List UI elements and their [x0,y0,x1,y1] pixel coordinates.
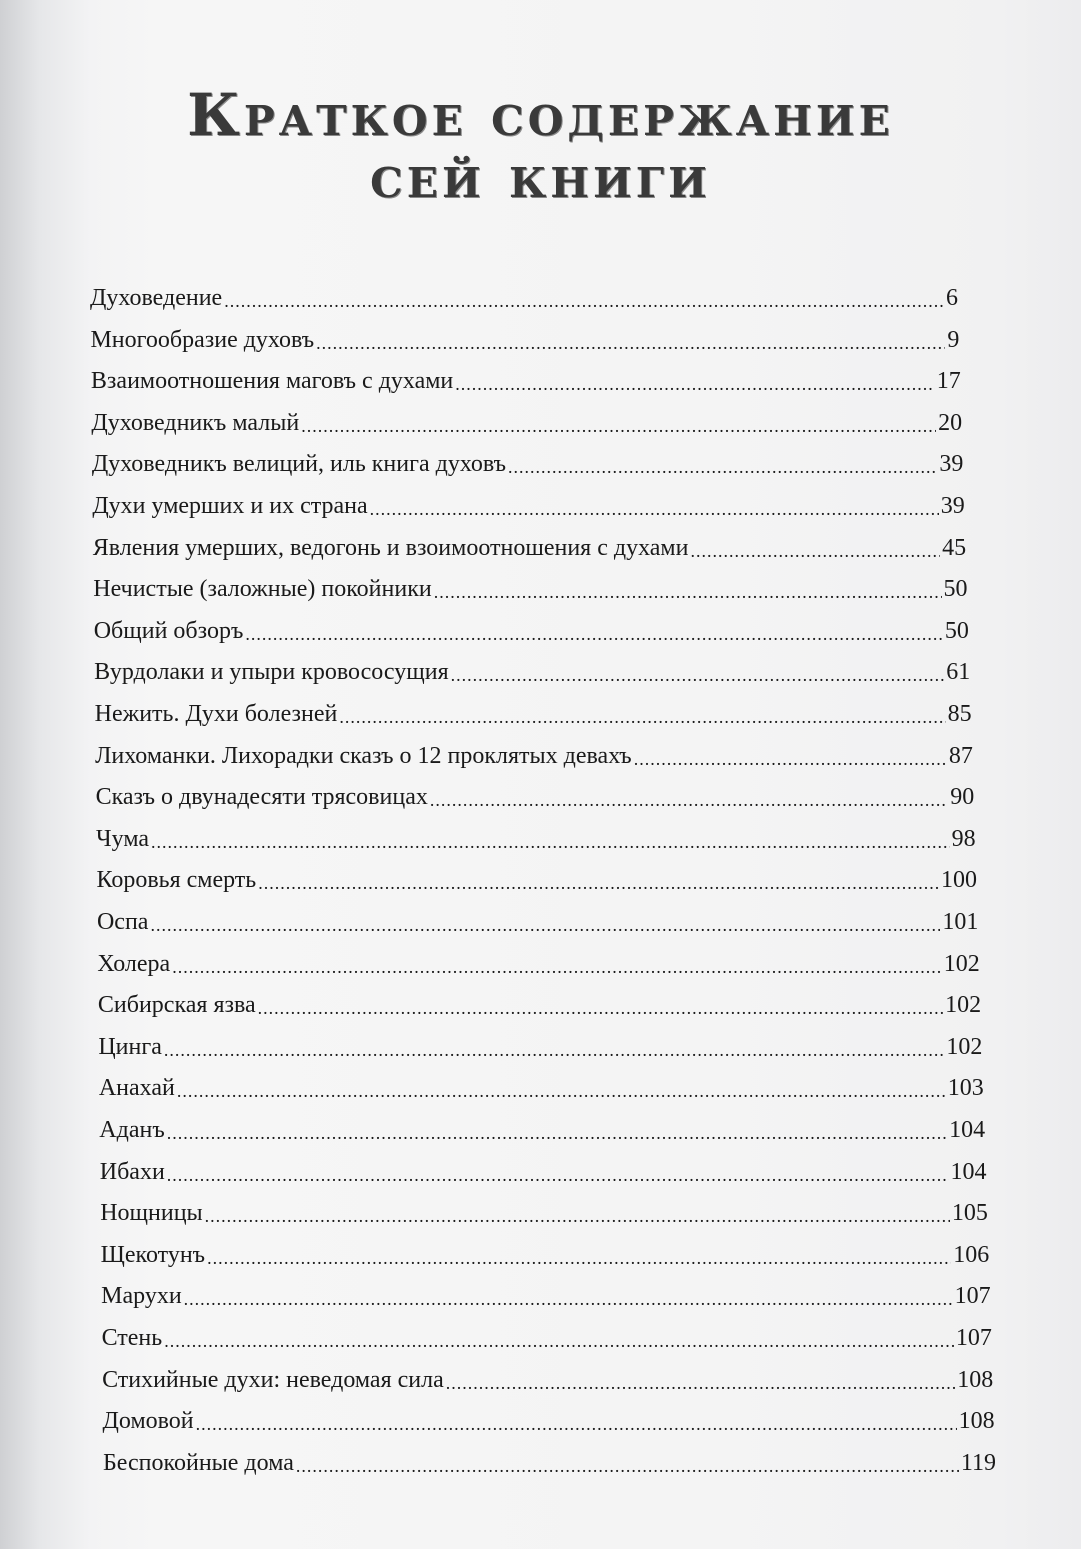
toc-entry-title: Анахай [98,1075,175,1102]
toc-entry-page-number: 106 [953,1241,990,1268]
toc-entry [101,1281,990,1311]
toc-entry-page-number: 20 [938,409,963,436]
toc-entry-title: Беспокойные дома [103,1449,294,1476]
toc-entry-title: Домовой [102,1408,194,1435]
toc-entry-title: Стихийные духи: неведомая сила [102,1366,444,1393]
toc-entry-title: Цинга [98,1033,162,1060]
toc-entry-page-number: 119 [960,1449,996,1476]
toc-entry-title: Нежить. Духи болезней [94,701,338,727]
toc-entry-page-number: 105 [951,1200,988,1227]
toc-entry-page-number: 9 [947,326,960,353]
toc-entry-title: Ибахи [99,1158,165,1185]
toc-dot-leader [430,782,948,812]
toc-entry [90,325,959,355]
toc-entry-page-number: 102 [946,1033,983,1060]
toc-entry [94,616,969,646]
toc-entry-page-number: 102 [943,950,980,977]
toc-entry-page-number: 100 [941,867,977,894]
toc-entry [98,990,981,1020]
toc-entry-page-number: 98 [951,825,976,852]
toc-dot-leader [207,1240,951,1270]
toc-dot-leader [150,907,940,937]
toc-dot-leader [164,1323,954,1353]
toc-entry-page-number: 102 [945,992,982,1019]
toc-entry-title: Лихоманки. Лихорадки сказъ о 12 проклятых девахъ [95,742,632,769]
toc-entry-page-number: 39 [940,493,965,519]
toc-entry-title: Аданъ [99,1117,165,1143]
toc-entry-title: Нечистые (заложные) покойники [93,576,432,603]
toc-entry-page-number: 104 [949,1117,986,1143]
toc-entry [103,1406,995,1436]
toc-entry-title: Вурдолаки и упыри кровососущия [94,659,449,686]
toc-entry-title: Щекотунъ [100,1241,206,1268]
toc-dot-leader [634,741,947,771]
toc-entry [103,1448,996,1478]
toc-dot-leader [446,1365,956,1395]
toc-entry [101,1240,990,1270]
toc-dot-leader [451,657,945,687]
toc-entry-page-number: 103 [947,1075,984,1102]
toc-dot-leader [316,325,945,355]
toc-entry-title: Сказъ о двунадесяти трясовицах [95,784,428,811]
toc-entry-page-number: 45 [942,534,967,561]
toc-entry-page-number: 6 [946,285,958,311]
toc-entry-page-number: 107 [954,1283,991,1310]
toc-dot-leader [370,491,939,521]
toc-entry-page-number: 87 [948,742,973,769]
toc-entry [100,1157,987,1187]
toc-entry [96,782,975,812]
toc-entry [102,1323,992,1353]
page-title-line-2: сей книги [370,143,711,211]
toc-entry-title: Чума [96,825,149,852]
toc-dot-leader [224,283,944,313]
toc-entry [100,1198,988,1228]
toc-entry-title: Оспа [96,909,149,935]
toc-entry-page-number: 39 [939,451,964,478]
toc-dot-leader [177,1073,946,1103]
toc-entry-page-number: 85 [947,701,972,727]
toc-dot-leader [690,533,940,563]
toc-entry [92,491,964,521]
toc-entry [99,1073,984,1103]
toc-entry-title: Взаимоотношения маговъ с духами [90,368,454,395]
toc-entry-title: Стень [101,1325,163,1351]
toc-entry [93,574,967,604]
toc-entry [97,907,978,937]
toc-entry-title: Марухи [101,1283,182,1310]
toc-dot-leader [205,1198,950,1228]
toc-entry-title: Нощницы [100,1200,203,1227]
toc-entry [91,408,962,438]
toc-dot-leader [172,949,941,979]
toc-dot-leader [196,1406,957,1436]
toc-entry-title: Многообразие духовъ [90,326,315,353]
toc-entry-page-number: 104 [950,1158,987,1185]
toc-dot-leader [164,1032,945,1062]
toc-entry-page-number: 107 [955,1325,992,1351]
toc-dot-leader [245,616,942,646]
toc-entry-title: Холера [97,950,171,977]
toc-entry [97,949,979,979]
toc-entry-page-number: 108 [957,1366,994,1393]
toc-entry-page-number: 17 [936,368,961,395]
toc-entry [91,366,961,396]
toc-entry [102,1365,993,1395]
toc-entry [95,699,972,729]
toc-entry-page-number: 61 [946,659,971,686]
toc-entry [90,283,958,313]
toc-dot-leader [434,574,942,604]
toc-dot-leader [258,990,943,1020]
toc-entry-title: Явления умерших, ведогонь и взоимоотношения с духами [92,534,689,561]
toc-entry-title: Духоведникъ малый [91,409,300,436]
toc-entry [93,533,966,563]
toc-entry [97,865,978,895]
toc-entry [98,1032,982,1062]
toc-dot-leader [296,1448,959,1478]
toc-entry-page-number: 50 [943,576,968,603]
toc-entry-title: Духоведникъ велиций, иль книга духовъ [91,451,507,478]
toc-entry-title: Общий обзоръ [93,617,244,644]
toc-entry [96,824,976,854]
toc-entry-title: Духоведение [90,285,223,311]
toc-entry-title: Сибирская язва [97,992,256,1019]
toc-entry [95,741,973,771]
toc-entry [92,449,964,479]
toc-entry-page-number: 90 [950,784,975,811]
toc-dot-leader [508,449,937,479]
toc-entry-title: Коровья смерть [96,867,257,894]
toc-dot-leader [151,824,950,854]
toc-dot-leader [301,408,936,438]
toc-entry-title: Духи умерших и их страна [92,493,368,519]
toc-entry-page-number: 108 [958,1408,995,1435]
toc-entry-page-number: 101 [942,909,979,935]
toc-entry-page-number: 50 [944,617,969,644]
toc-dot-leader [167,1157,949,1187]
toc-entry [99,1115,985,1145]
toc-entry [94,657,970,687]
toc-dot-leader [339,699,945,729]
toc-dot-leader [184,1281,953,1311]
toc-dot-leader [167,1115,947,1145]
toc-dot-leader [258,865,939,895]
toc-dot-leader [455,366,934,396]
page-title-line-1: Краткое содержание [187,81,894,149]
